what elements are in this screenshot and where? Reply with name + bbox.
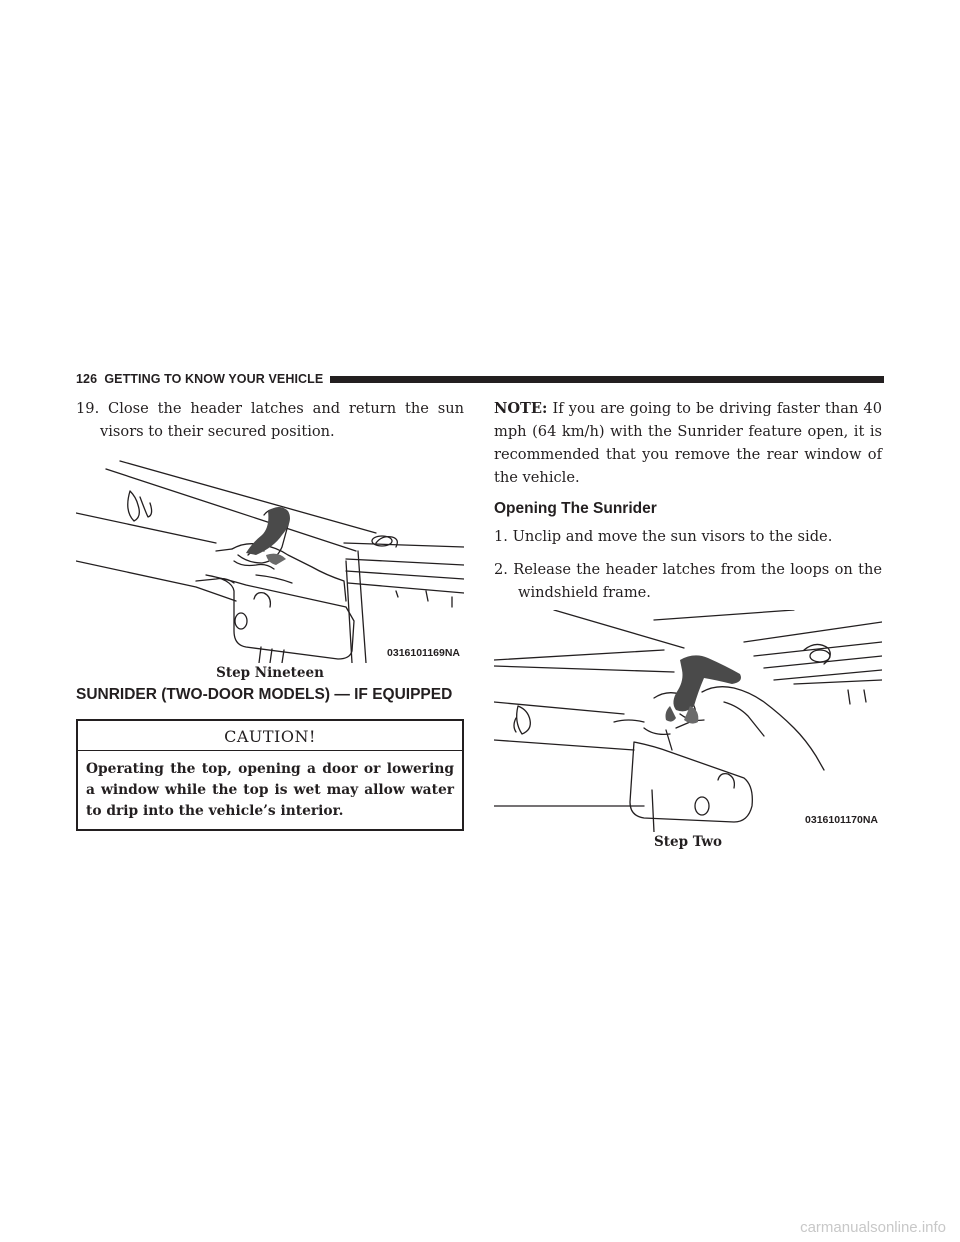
figure-step-two — [494, 610, 882, 832]
figure-step-nineteen — [76, 451, 464, 663]
header-latch-illustration — [494, 610, 882, 832]
caution-box — [76, 719, 464, 831]
step-2-text: 2. Release the header latches from the loops on the windshield frame. — [494, 561, 882, 601]
figure-code: 0316101170NA — [805, 814, 878, 826]
right-column — [494, 397, 882, 851]
caution-text: Operating the top, opening a door or lowering a window while the top is wet may allow water to drip into the vehicle’s interior. — [86, 761, 454, 819]
figure-caption: Step Nineteen — [216, 665, 324, 681]
sun-visor-illustration — [76, 451, 464, 663]
note-label: NOTE: — [494, 400, 548, 417]
watermark: carmanualsonline.info — [800, 1219, 946, 1236]
step-19-text: 19. Close the header latches and return the sun visors to their secured position. — [76, 400, 464, 440]
header-rule — [330, 376, 884, 383]
page-number-and-title — [76, 372, 323, 386]
page-number: 126 — [76, 372, 98, 386]
figure-code: 0316101169NA — [387, 647, 460, 659]
page-header — [76, 372, 884, 386]
note-paragraph — [494, 397, 882, 489]
step-1-text: 1. Unclip and move the sun visors to the side. — [494, 528, 833, 545]
section-title: GETTING TO KNOW YOUR VEHICLE — [104, 372, 324, 386]
spacer — [494, 548, 882, 558]
figure-caption: Step Two — [654, 834, 722, 850]
note-text: If you are going to be driving faster than 40 mph (64 km/h) with the Sunrider feature open, it is recommended that you remove the rear window of the vehicle. — [494, 400, 882, 486]
section-heading: SUNRIDER (TWO-DOOR MODELS) — IF EQUIPPED — [76, 686, 453, 703]
subheading: Opening The Sunrider — [494, 500, 657, 517]
caution-title: CAUTION! — [78, 721, 462, 751]
left-column — [76, 397, 464, 831]
